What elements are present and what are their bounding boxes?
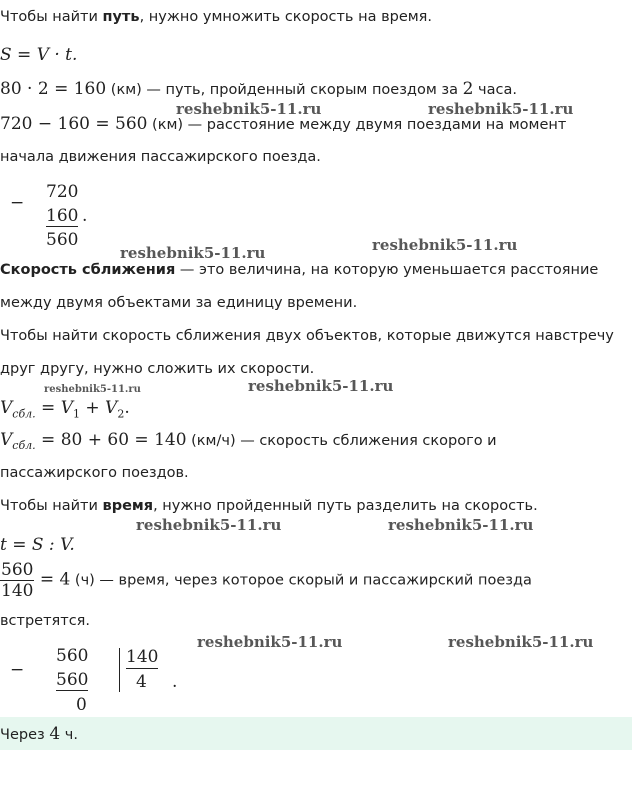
distance-calc-line: 80 · 2 = 160 (км) — путь, пройденный скорым поездом за 2 часа. [0, 79, 517, 99]
watermark: reshebnik5-11.ru [448, 633, 594, 651]
dividend: 560 [56, 646, 89, 666]
subtrahend: 160 [46, 206, 79, 226]
time-calc-line-2: встретятся. [0, 613, 91, 629]
approach-speed-rule: Чтобы найти скорость сближения двух объектов, которые движутся навстречу [0, 328, 614, 344]
watermark: reshebnik5-11.ru [176, 100, 322, 118]
watermark: reshebnik5-11.ru [197, 633, 343, 651]
minuend: 720 [46, 182, 79, 202]
approach-speed-calc: $V_{сбл.} = 80 + 60 = 140$ (км/ч) — скорость сближения скорого и [0, 430, 497, 452]
gap-calc-line-2: начала движения пассажирского поезда. [0, 149, 321, 165]
watermark: reshebnik5-11.ru [120, 244, 266, 262]
trailing-dot: . [82, 206, 88, 226]
time-calc-line: $\frac{560}{140}$ = 4 (ч) — время, через которое скорый и пассажирский поезда [1, 560, 532, 601]
division-bar [119, 648, 120, 692]
minus-sign: − [10, 660, 25, 680]
approach-speed-term: Скорость сближения [0, 262, 176, 278]
time-formula: t = S : V. [0, 535, 75, 555]
distance-formula: S = V · t. [0, 45, 78, 65]
approach-speed-formula: $V_{сбл.} = V_1 + V_2$. [0, 398, 130, 421]
path-rule-line: Чтобы найти путь, нужно умножить скорость на время. [0, 9, 433, 25]
approach-speed-definition: Скорость сближения — это величина, на которую уменьшается расстояние [0, 262, 599, 278]
watermark: reshebnik5-11.ru [372, 236, 518, 254]
approach-speed-definition-2: между двумя объектами за единицу времени. [0, 295, 358, 311]
difference: 560 [46, 230, 79, 250]
watermark: reshebnik5-11.ru [428, 100, 574, 118]
watermark: reshebnik5-11.ru [248, 377, 394, 395]
time-rule-line: Чтобы найти время, нужно пройденный путь разделить на скорость. [0, 498, 538, 514]
approach-speed-rule-2: друг другу, нужно сложить их скорости. [0, 361, 315, 377]
watermark: reshebnik5-11.ru [44, 384, 141, 395]
trailing-dot: . [172, 672, 178, 692]
subtracted-product: 560 [56, 670, 89, 690]
gap-calc-line: 720 − 160 = 560 (км) — расстояние между двумя поездами на момент [0, 114, 567, 134]
watermark: reshebnik5-11.ru [136, 516, 282, 534]
answer-text: Через 4 ч. [0, 724, 78, 744]
quotient: 4 [136, 672, 147, 692]
approach-speed-calc-2: пассажирского поездов. [0, 465, 189, 481]
time-term: время [102, 498, 154, 514]
time-fraction: $\frac{560}{140}$ [1, 560, 34, 601]
path-term: путь [102, 9, 140, 25]
remainder: 0 [76, 695, 87, 715]
answer-box [0, 717, 632, 750]
watermark: reshebnik5-11.ru [388, 516, 534, 534]
divisor: 140 [126, 647, 159, 667]
minus-sign: − [10, 193, 25, 213]
